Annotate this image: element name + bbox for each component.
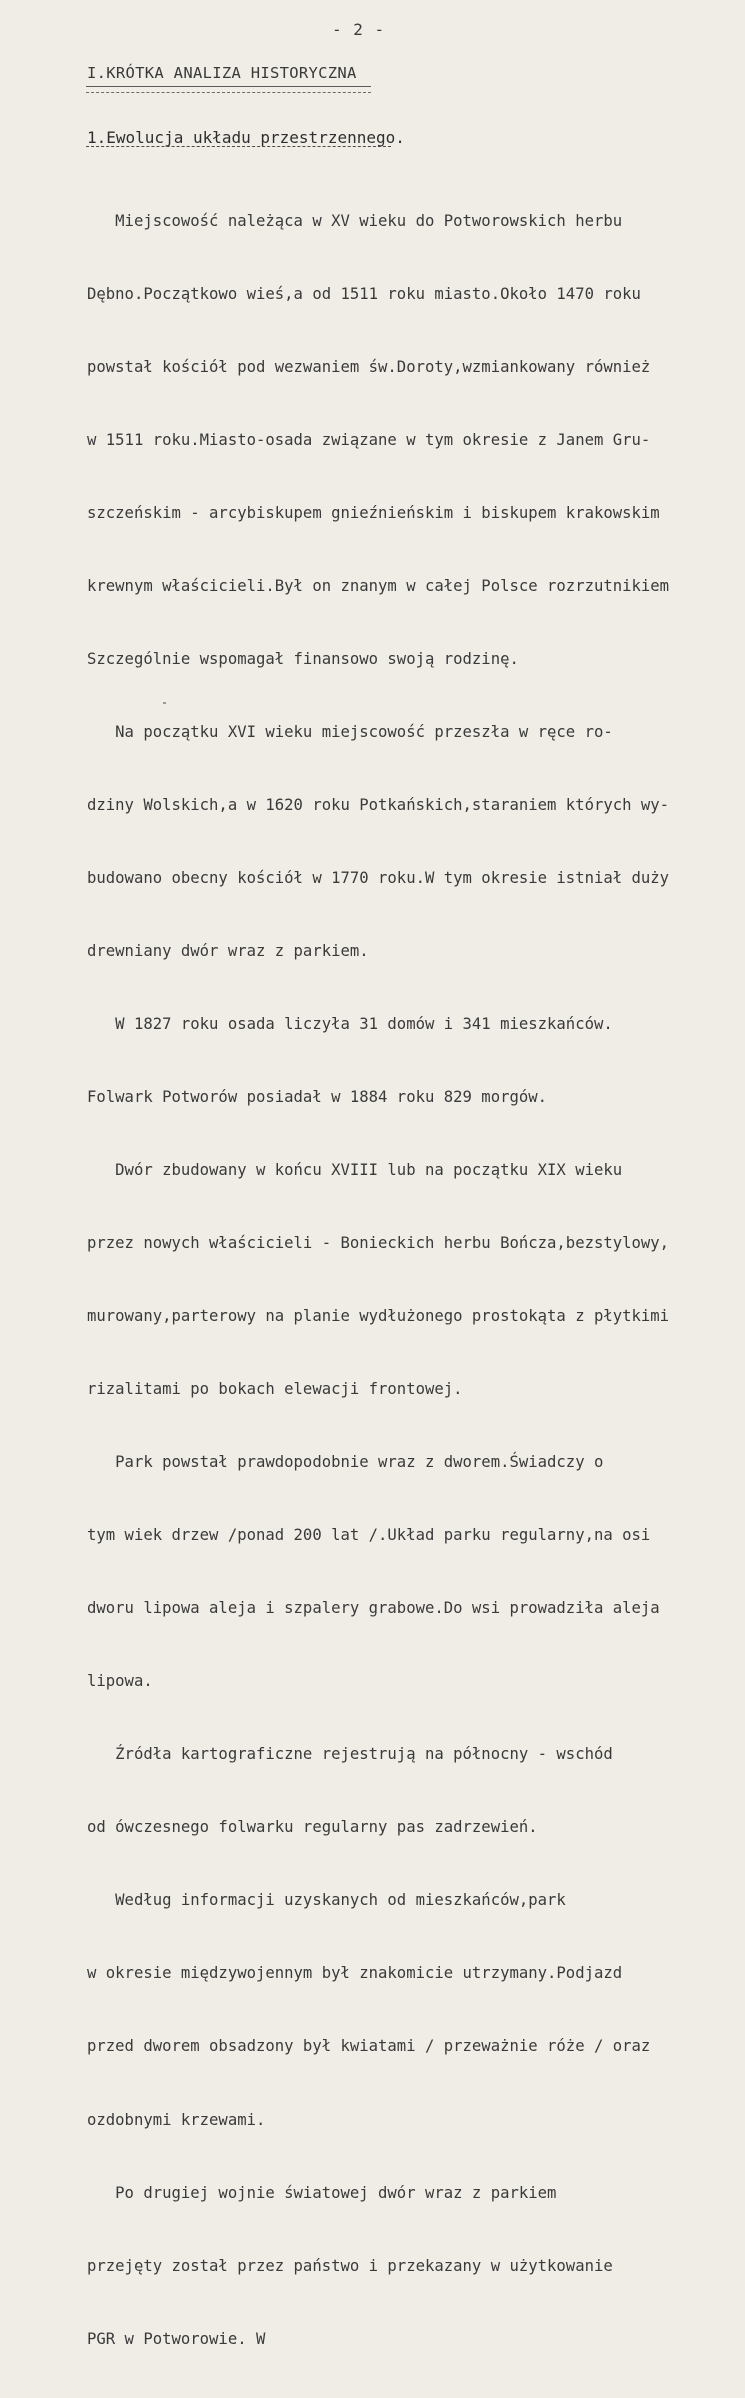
text-line: Źródła kartograficzne rejestrują na północny - wschód	[87, 1745, 613, 1764]
subsection-heading: 1.Ewolucja układu przestrzennego.	[87, 128, 405, 147]
text-line: Park powstał prawdopodobnie wraz z dworem.Świadczy o	[87, 1453, 604, 1472]
text-line: od ówczesnego folwarku regularny pas zadrzewień.	[87, 1818, 538, 1837]
text-line: Miejscowość należąca w XV wieku do Potworowskich herbu	[87, 211, 623, 230]
text-line: powstał kościół pod wezwaniem św.Doroty,wzmiankowany również	[87, 357, 651, 376]
text-line: murowany,parterowy na planie wydłużonego prostokąta z płytkimi	[87, 1307, 670, 1326]
text-line: lipowa.	[87, 1672, 153, 1691]
scan-mark	[163, 702, 166, 704]
heading-underline	[86, 86, 371, 93]
text-line: Po drugiej wojnie światowej dwór wraz z parkiem	[87, 2183, 557, 2202]
text-line: krewnym właścicieli.Był on znanym w całej Polsce rozrzutnikiem	[87, 576, 670, 595]
text-line: PGR w Potworowie. W	[87, 2329, 266, 2348]
text-line: drewniany dwór wraz z parkiem.	[87, 942, 369, 960]
subheading-underline	[86, 146, 391, 147]
text-line: Folwark Potworów posiadał w 1884 roku 829 morgów.	[87, 1088, 548, 1107]
text-line: w okresie międzywojennym był znakomicie utrzymany.Podjazd	[87, 1964, 623, 1983]
text-line: Szczególnie wspomagał finansowo swoją rodzinę.	[87, 649, 519, 668]
text-line: budowano obecny kościół w 1770 roku.W tym okresie istniał duży	[87, 868, 670, 887]
page-number: - 2 -	[332, 20, 386, 39]
text-line: dworu lipowa aleja i szpalery grabowe.Do wsi prowadziła aleja	[87, 1599, 660, 1618]
text-line: przez nowych właścicieli - Bonieckich herbu Bończa,bezstylowy,	[87, 1234, 670, 1253]
text-line: Na początku XVI wieku miejscowość przeszła w ręce ro-	[87, 722, 613, 741]
text-line: przed dworem obsadzony był kwiatami / przeważnie róże / oraz	[87, 2037, 651, 2056]
text-line: dziny Wolskich,a w 1620 roku Potkańskich,staraniem których wy-	[87, 795, 670, 814]
text-line: Według informacji uzyskanych od mieszkańców,park	[87, 1891, 566, 1910]
text-line: w 1511 roku.Miasto-osada związane w tym okresie z Janem Gru-	[87, 430, 651, 449]
body-text	[87, 160, 727, 2398]
text-line: szczeńskim - arcybiskupem gnieźnieńskim i biskupem krakowskim	[87, 503, 660, 522]
text-line: Dębno.Początkowo wieś,a od 1511 roku miasto.Około 1470 roku	[87, 284, 641, 303]
text-line: W 1827 roku osada liczyła 31 domów i 341 mieszkańców.	[87, 1015, 613, 1034]
text-line: przejęty został przez państwo i przekazany w użytkowanie	[87, 2256, 613, 2275]
section-heading: I.KRÓTKA ANALIZA HISTORYCZNA	[87, 64, 357, 82]
text-line: tym wiek drzew /ponad 200 lat /.Układ parku regularny,na osi	[87, 1526, 651, 1545]
text-line: Dwór zbudowany w końcu XVIII lub na początku XIX wieku	[87, 1161, 623, 1180]
text-line: ozdobnymi krzewami.	[87, 2110, 266, 2129]
text-line: rizalitami po bokach elewacji frontowej.	[87, 1380, 463, 1399]
